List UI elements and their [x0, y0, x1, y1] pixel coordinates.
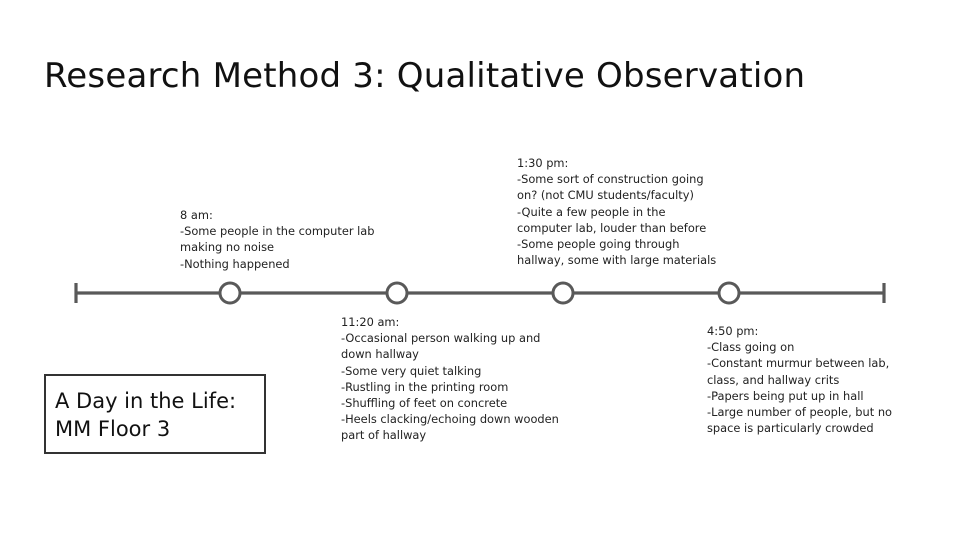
timeline-marker-450pm [719, 283, 739, 303]
note-line: -Class going on [707, 340, 795, 355]
caption-box [44, 374, 266, 454]
note-time: 11:20 am: [341, 315, 400, 329]
timeline-note-1120am [341, 314, 559, 444]
caption-line: MM Floor 3 [55, 417, 171, 441]
caption-line: A Day in the Life: [55, 389, 237, 413]
page-title: Research Method 3: Qualitative Observation [44, 56, 806, 96]
note-time: 1:30 pm: [517, 156, 569, 170]
note-line: -Constant murmur between lab, [707, 356, 890, 371]
note-line: -Some very quiet talking [341, 363, 482, 378]
note-line: -Large number of people, but no [707, 405, 893, 420]
note-time: 4:50 pm: [707, 324, 759, 338]
note-line: -Papers being put up in hall [707, 388, 864, 403]
note-line: hallway, some with large materials [517, 253, 717, 268]
note-line: -Occasional person walking up and [341, 331, 541, 346]
note-line: -Shuffling of feet on concrete [341, 396, 508, 411]
timeline-marker-8am [220, 283, 240, 303]
timeline-marker-130pm [553, 283, 573, 303]
note-line: -Some people going through [517, 237, 680, 252]
note-line: class, and hallway crits [707, 372, 840, 387]
note-line: -Some sort of construction going [517, 172, 704, 187]
note-line: on? (not CMU students/faculty) [517, 188, 694, 203]
timeline-note-130pm [517, 155, 716, 268]
note-line: -Some people in the computer lab [180, 224, 375, 239]
note-line: down hallway [341, 347, 419, 362]
timeline-marker-1120am [387, 283, 407, 303]
note-line: -Nothing happened [180, 256, 290, 271]
timeline-note-450pm [707, 323, 892, 436]
note-line: -Quite a few people in the [517, 204, 666, 219]
note-line: part of hallway [341, 428, 427, 443]
note-line: making no noise [180, 240, 275, 255]
note-time: 8 am: [180, 208, 213, 222]
note-line: -Rustling in the printing room [341, 379, 509, 394]
note-line: -Heels clacking/echoing down wooden [341, 412, 559, 427]
note-line: computer lab, louder than before [517, 220, 707, 235]
note-line: space is particularly crowded [707, 421, 874, 436]
timeline-note-8am [180, 207, 375, 272]
